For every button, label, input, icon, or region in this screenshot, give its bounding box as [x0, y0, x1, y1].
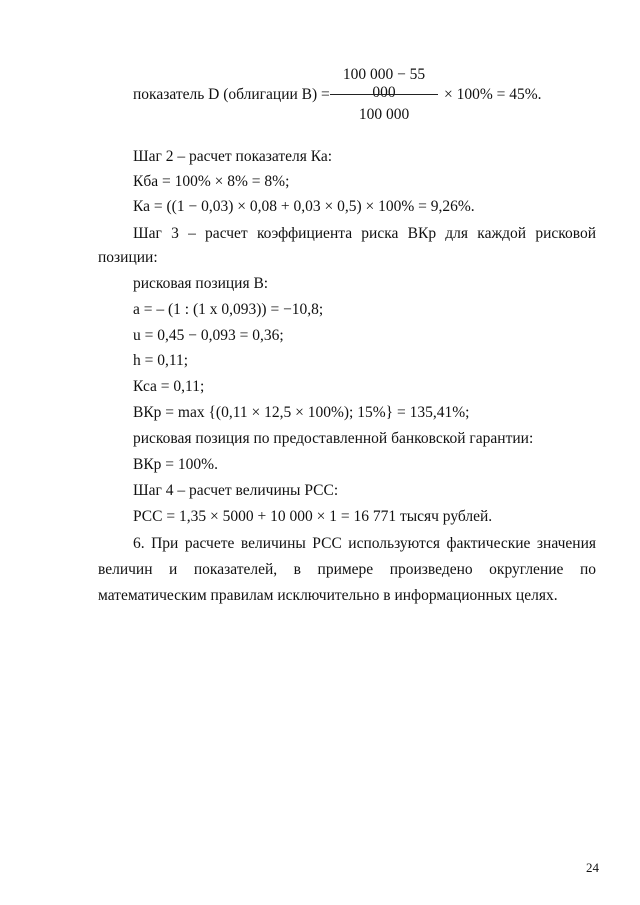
page-number: 24: [586, 860, 599, 875]
a-equation: a = – (1 : (1 x 0,093)) = −10,8;: [133, 301, 324, 318]
formula-numerator: 100 000 − 55 000: [342, 66, 426, 101]
kba-equation: Кба = 100% × 8% = 8%;: [133, 173, 290, 190]
step3-line-2: позиции:: [98, 249, 158, 266]
step4-title: Шаг 4 – расчет величины РСС:: [133, 482, 339, 499]
formula-rhs: × 100% = 45%.: [444, 86, 542, 103]
pcc-equation: РСС = 1,35 × 5000 + 10 000 × 1 = 16 771 тысяч рублей.: [133, 508, 493, 525]
formula-lhs: показатель D (облигации В) =: [133, 86, 330, 103]
guarantee-position: рисковая позиция по предоставленной банковской гарантии:: [133, 430, 534, 447]
step3-line-1: Шаг 3 – расчет коэффициента риска ВКр для каждой рисковой: [133, 225, 596, 242]
formula-fraction-bar: [330, 94, 438, 95]
kca-equation: Кса = 0,11;: [133, 378, 205, 395]
note-line-3: математическим правилам исключительно в информационных целях.: [98, 587, 558, 604]
note-line-1: 6. При расчете величины РСС используются фактические значения: [133, 535, 596, 552]
vkr-equation: ВКр = max {(0,11 × 12,5 × 100%); 15%} = 135,41%;: [133, 404, 470, 421]
ka-equation: Ка = ((1 − 0,03) × 0,08 + 0,03 × 0,5) × 100% = 9,26%.: [133, 198, 475, 215]
note-line-2: величин и показателей, в примере произведено округление по: [98, 561, 596, 578]
u-equation: u = 0,45 − 0,093 = 0,36;: [133, 327, 284, 344]
formula-denominator: 100 000: [358, 106, 410, 123]
step2-title: Шаг 2 – расчет показателя Ка:: [133, 148, 333, 165]
h-equation: h = 0,11;: [133, 352, 189, 369]
risk-position-b: рисковая позиция В:: [133, 275, 269, 292]
vkr-guarantee: ВКр = 100%.: [133, 456, 218, 473]
